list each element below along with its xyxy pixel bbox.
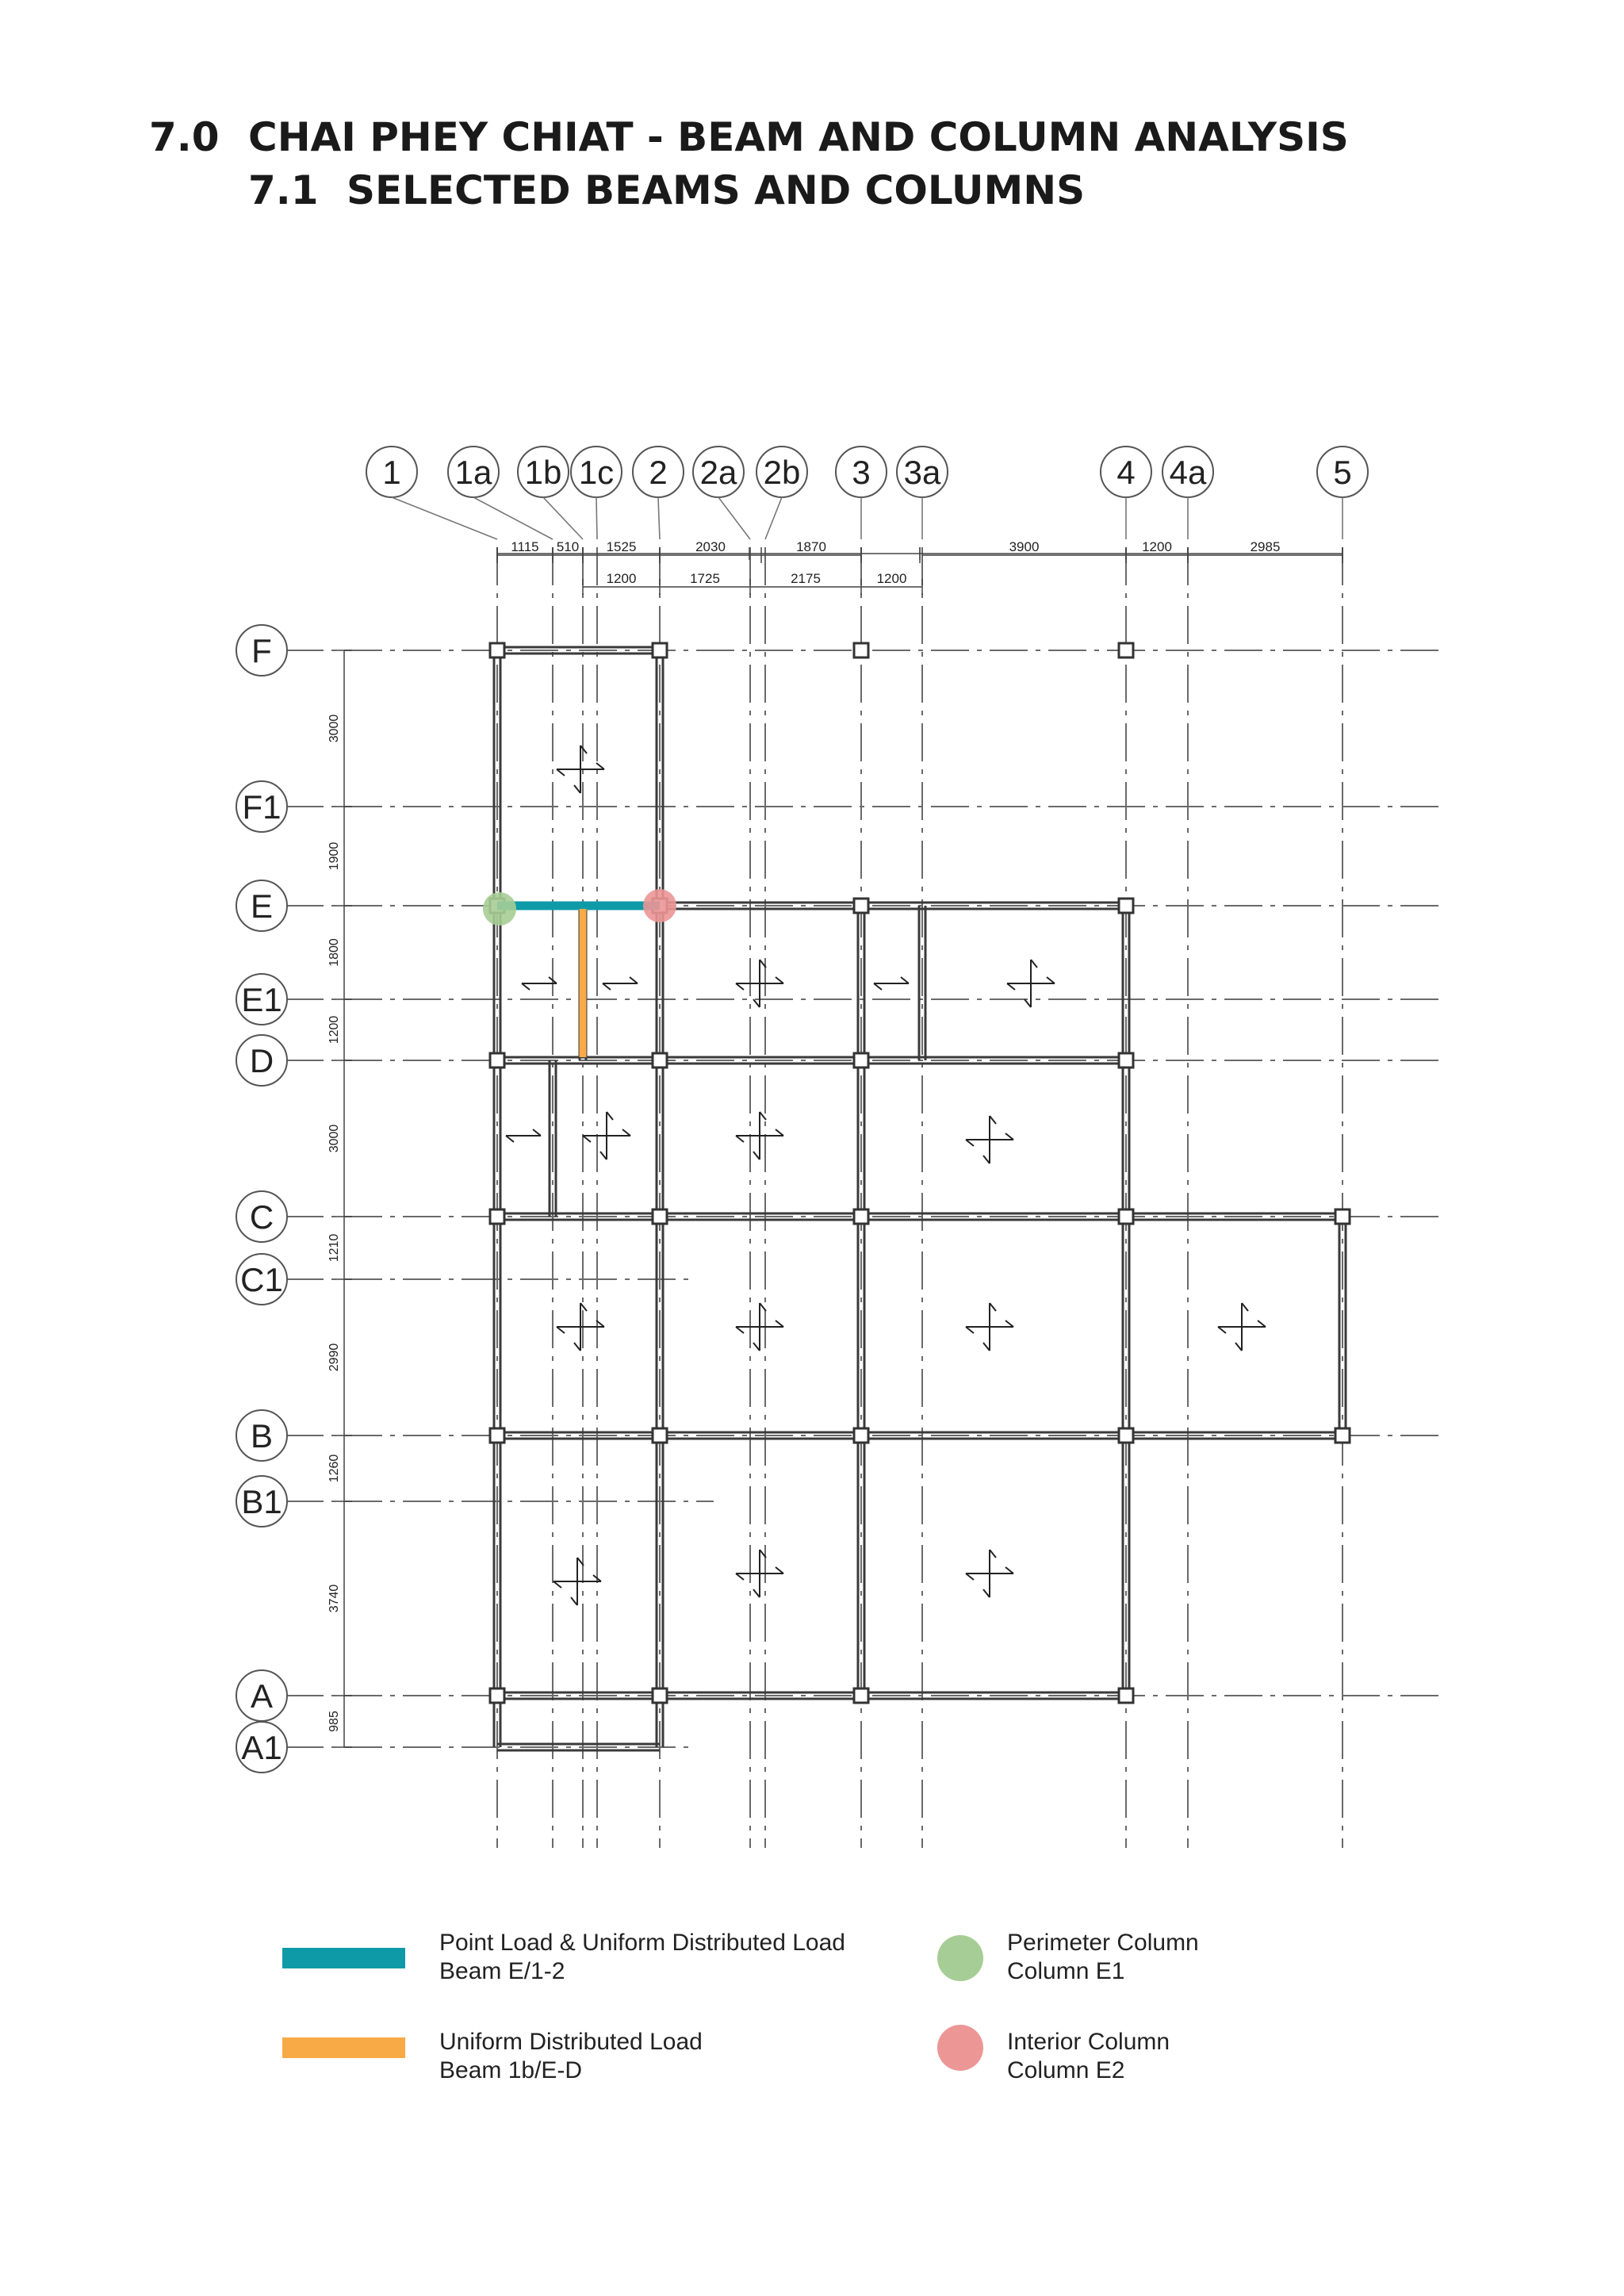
grid-leader-1b bbox=[543, 497, 583, 539]
slab-one-way-symbol bbox=[874, 977, 909, 990]
grid-bubble-label-2a: 2a bbox=[699, 454, 737, 491]
top-dim-row1-value: 1525 bbox=[606, 539, 637, 554]
slab-two-way-symbol bbox=[736, 1303, 783, 1351]
legend-swatch-udl-beam bbox=[282, 2037, 405, 2058]
left-dim-value: 3740 bbox=[327, 1584, 341, 1613]
column-marker bbox=[1335, 1209, 1350, 1224]
section-number: 7.0 bbox=[149, 114, 220, 160]
top-dim-row2-value: 1200 bbox=[606, 571, 637, 586]
left-dim-value: 985 bbox=[327, 1711, 341, 1732]
grid-bubble-label-4a: 4a bbox=[1169, 454, 1207, 491]
column-marker bbox=[1335, 1428, 1350, 1443]
column-marker bbox=[1119, 1209, 1133, 1224]
grid-leader-1c bbox=[596, 497, 597, 539]
legend-swatch-interior-column bbox=[937, 2025, 983, 2071]
grid-bubbles bbox=[236, 447, 1368, 1773]
selected-elements bbox=[483, 889, 676, 1057]
column-marker bbox=[854, 1428, 868, 1443]
column-marker bbox=[854, 1688, 868, 1703]
grid-bubble-label-E: E bbox=[250, 887, 274, 925]
slab-two-way-symbol bbox=[966, 1116, 1013, 1163]
legend-label-point-udl-beam: Point Load & Uniform Distributed Load Beam E/1-2 bbox=[439, 1930, 845, 1984]
top-dim-row1-value: 1870 bbox=[796, 539, 826, 554]
grid-bubble-label-4: 4 bbox=[1116, 454, 1136, 491]
grid-leader-2 bbox=[658, 497, 660, 539]
column-marker bbox=[1119, 643, 1133, 657]
legend-label-perimeter-column: Perimeter Column Column E1 bbox=[1007, 1930, 1199, 1984]
grid-bubble-label-F1: F1 bbox=[242, 788, 282, 826]
grid-leader-2b bbox=[765, 497, 782, 539]
grid-bubble-label-F: F bbox=[251, 632, 272, 669]
subsection-number: 7.1 bbox=[248, 167, 319, 213]
column-marker bbox=[653, 1688, 667, 1703]
grid-bubble-label-B1: B1 bbox=[241, 1483, 282, 1520]
top-dim-row1-value: 510 bbox=[556, 539, 580, 554]
left-dim-value: 1800 bbox=[327, 938, 341, 967]
grid-bubble-label-1a: 1a bbox=[454, 454, 492, 491]
left-dim-value: 1900 bbox=[327, 841, 341, 871]
left-dim-value: 2990 bbox=[327, 1343, 341, 1372]
grid-bubble-label-D: D bbox=[249, 1042, 274, 1079]
column-marker bbox=[854, 1209, 868, 1224]
section-title: CHAI PHEY CHIAT - BEAM AND COLUMN ANALYSIS bbox=[248, 114, 1349, 160]
column-marker bbox=[1119, 1428, 1133, 1443]
column-marker bbox=[854, 899, 868, 913]
column-marker bbox=[1119, 1053, 1133, 1068]
grid-bubble-label-A: A bbox=[250, 1677, 274, 1715]
column-marker bbox=[854, 1053, 868, 1068]
slab-two-way-symbol bbox=[966, 1550, 1013, 1597]
legend-label-interior-column: Interior Column Column E2 bbox=[1007, 2029, 1170, 2083]
top-dim-row1-value: 1115 bbox=[511, 539, 539, 554]
slab-two-way-symbol bbox=[966, 1303, 1013, 1351]
slab-two-way-symbol bbox=[1218, 1303, 1266, 1351]
top-dim-row2-value: 1200 bbox=[876, 571, 907, 586]
column-marker bbox=[854, 643, 868, 657]
column-marker bbox=[653, 1209, 667, 1224]
column-marker bbox=[1119, 899, 1133, 913]
top-dim-row2-value: 2175 bbox=[791, 571, 821, 586]
grid-bubble-label-E1: E1 bbox=[241, 981, 282, 1018]
top-dim-row1-value: 3900 bbox=[1009, 539, 1040, 554]
grid-bubble-label-B: B bbox=[250, 1417, 274, 1455]
slab-two-way-symbol bbox=[583, 1112, 630, 1159]
slab-span-symbols bbox=[506, 746, 1266, 1605]
grid-bubble-label-2b: 2b bbox=[763, 454, 801, 491]
slab-one-way-symbol bbox=[522, 977, 557, 990]
selected-column-E2 bbox=[643, 889, 676, 922]
column-marker bbox=[490, 643, 504, 657]
column-marker bbox=[653, 1053, 667, 1068]
legend-swatch-point-udl-beam bbox=[282, 1948, 405, 1968]
grid-bubble-label-C: C bbox=[249, 1198, 274, 1236]
column-marker bbox=[490, 1688, 504, 1703]
slab-two-way-symbol bbox=[736, 1550, 783, 1597]
slab-two-way-symbol bbox=[553, 1558, 601, 1605]
grid-bubble-label-A1: A1 bbox=[241, 1729, 282, 1766]
left-dim-value: 1260 bbox=[327, 1454, 341, 1483]
grid-bubble-label-3a: 3a bbox=[903, 454, 941, 491]
grid-bubble-label-5: 5 bbox=[1333, 454, 1352, 491]
column-marker bbox=[653, 643, 667, 657]
top-dim-row1-value: 2030 bbox=[695, 539, 726, 554]
column-marker bbox=[1119, 1688, 1133, 1703]
left-dim-value: 3000 bbox=[327, 1124, 341, 1153]
legend-swatch-perimeter-column bbox=[937, 1935, 983, 1981]
grid-bubble-label-1c: 1c bbox=[578, 454, 615, 491]
grid-bubble-label-2: 2 bbox=[649, 454, 668, 491]
legend-label-udl-beam: Uniform Distributed Load Beam 1b/E-D bbox=[439, 2029, 703, 2083]
top-dim-row2-value: 1725 bbox=[690, 571, 720, 586]
grid-bubble-label-1: 1 bbox=[382, 454, 401, 491]
grid-bubble-label-C1: C1 bbox=[240, 1261, 283, 1298]
subsection-title: SELECTED BEAMS AND COLUMNS bbox=[347, 167, 1086, 213]
grid-bubble-label-3: 3 bbox=[852, 454, 871, 491]
column-marker bbox=[653, 1428, 667, 1443]
grid-lines bbox=[285, 547, 1439, 1848]
column-marker bbox=[490, 1428, 504, 1443]
column-marker bbox=[490, 1209, 504, 1224]
slab-one-way-symbol bbox=[506, 1129, 541, 1142]
grid-bubble-label-1b: 1b bbox=[524, 454, 562, 491]
column-marker bbox=[490, 1053, 504, 1068]
structure bbox=[490, 643, 1350, 1750]
slab-two-way-symbol bbox=[736, 1112, 783, 1159]
grid-leader-1a bbox=[473, 497, 553, 539]
slab-one-way-symbol bbox=[603, 977, 638, 990]
top-dim-row1-value: 1200 bbox=[1142, 539, 1172, 554]
left-dim-value: 1200 bbox=[327, 1015, 341, 1045]
grid-leader-1 bbox=[392, 497, 497, 539]
left-dim-value: 1210 bbox=[327, 1233, 341, 1263]
selected-column-E1 bbox=[483, 892, 516, 926]
grid-leader-2a bbox=[718, 497, 750, 539]
top-dim-row1-value: 2985 bbox=[1250, 539, 1281, 554]
left-dim-value: 3000 bbox=[327, 714, 341, 743]
dimension-strings bbox=[327, 539, 1342, 1747]
